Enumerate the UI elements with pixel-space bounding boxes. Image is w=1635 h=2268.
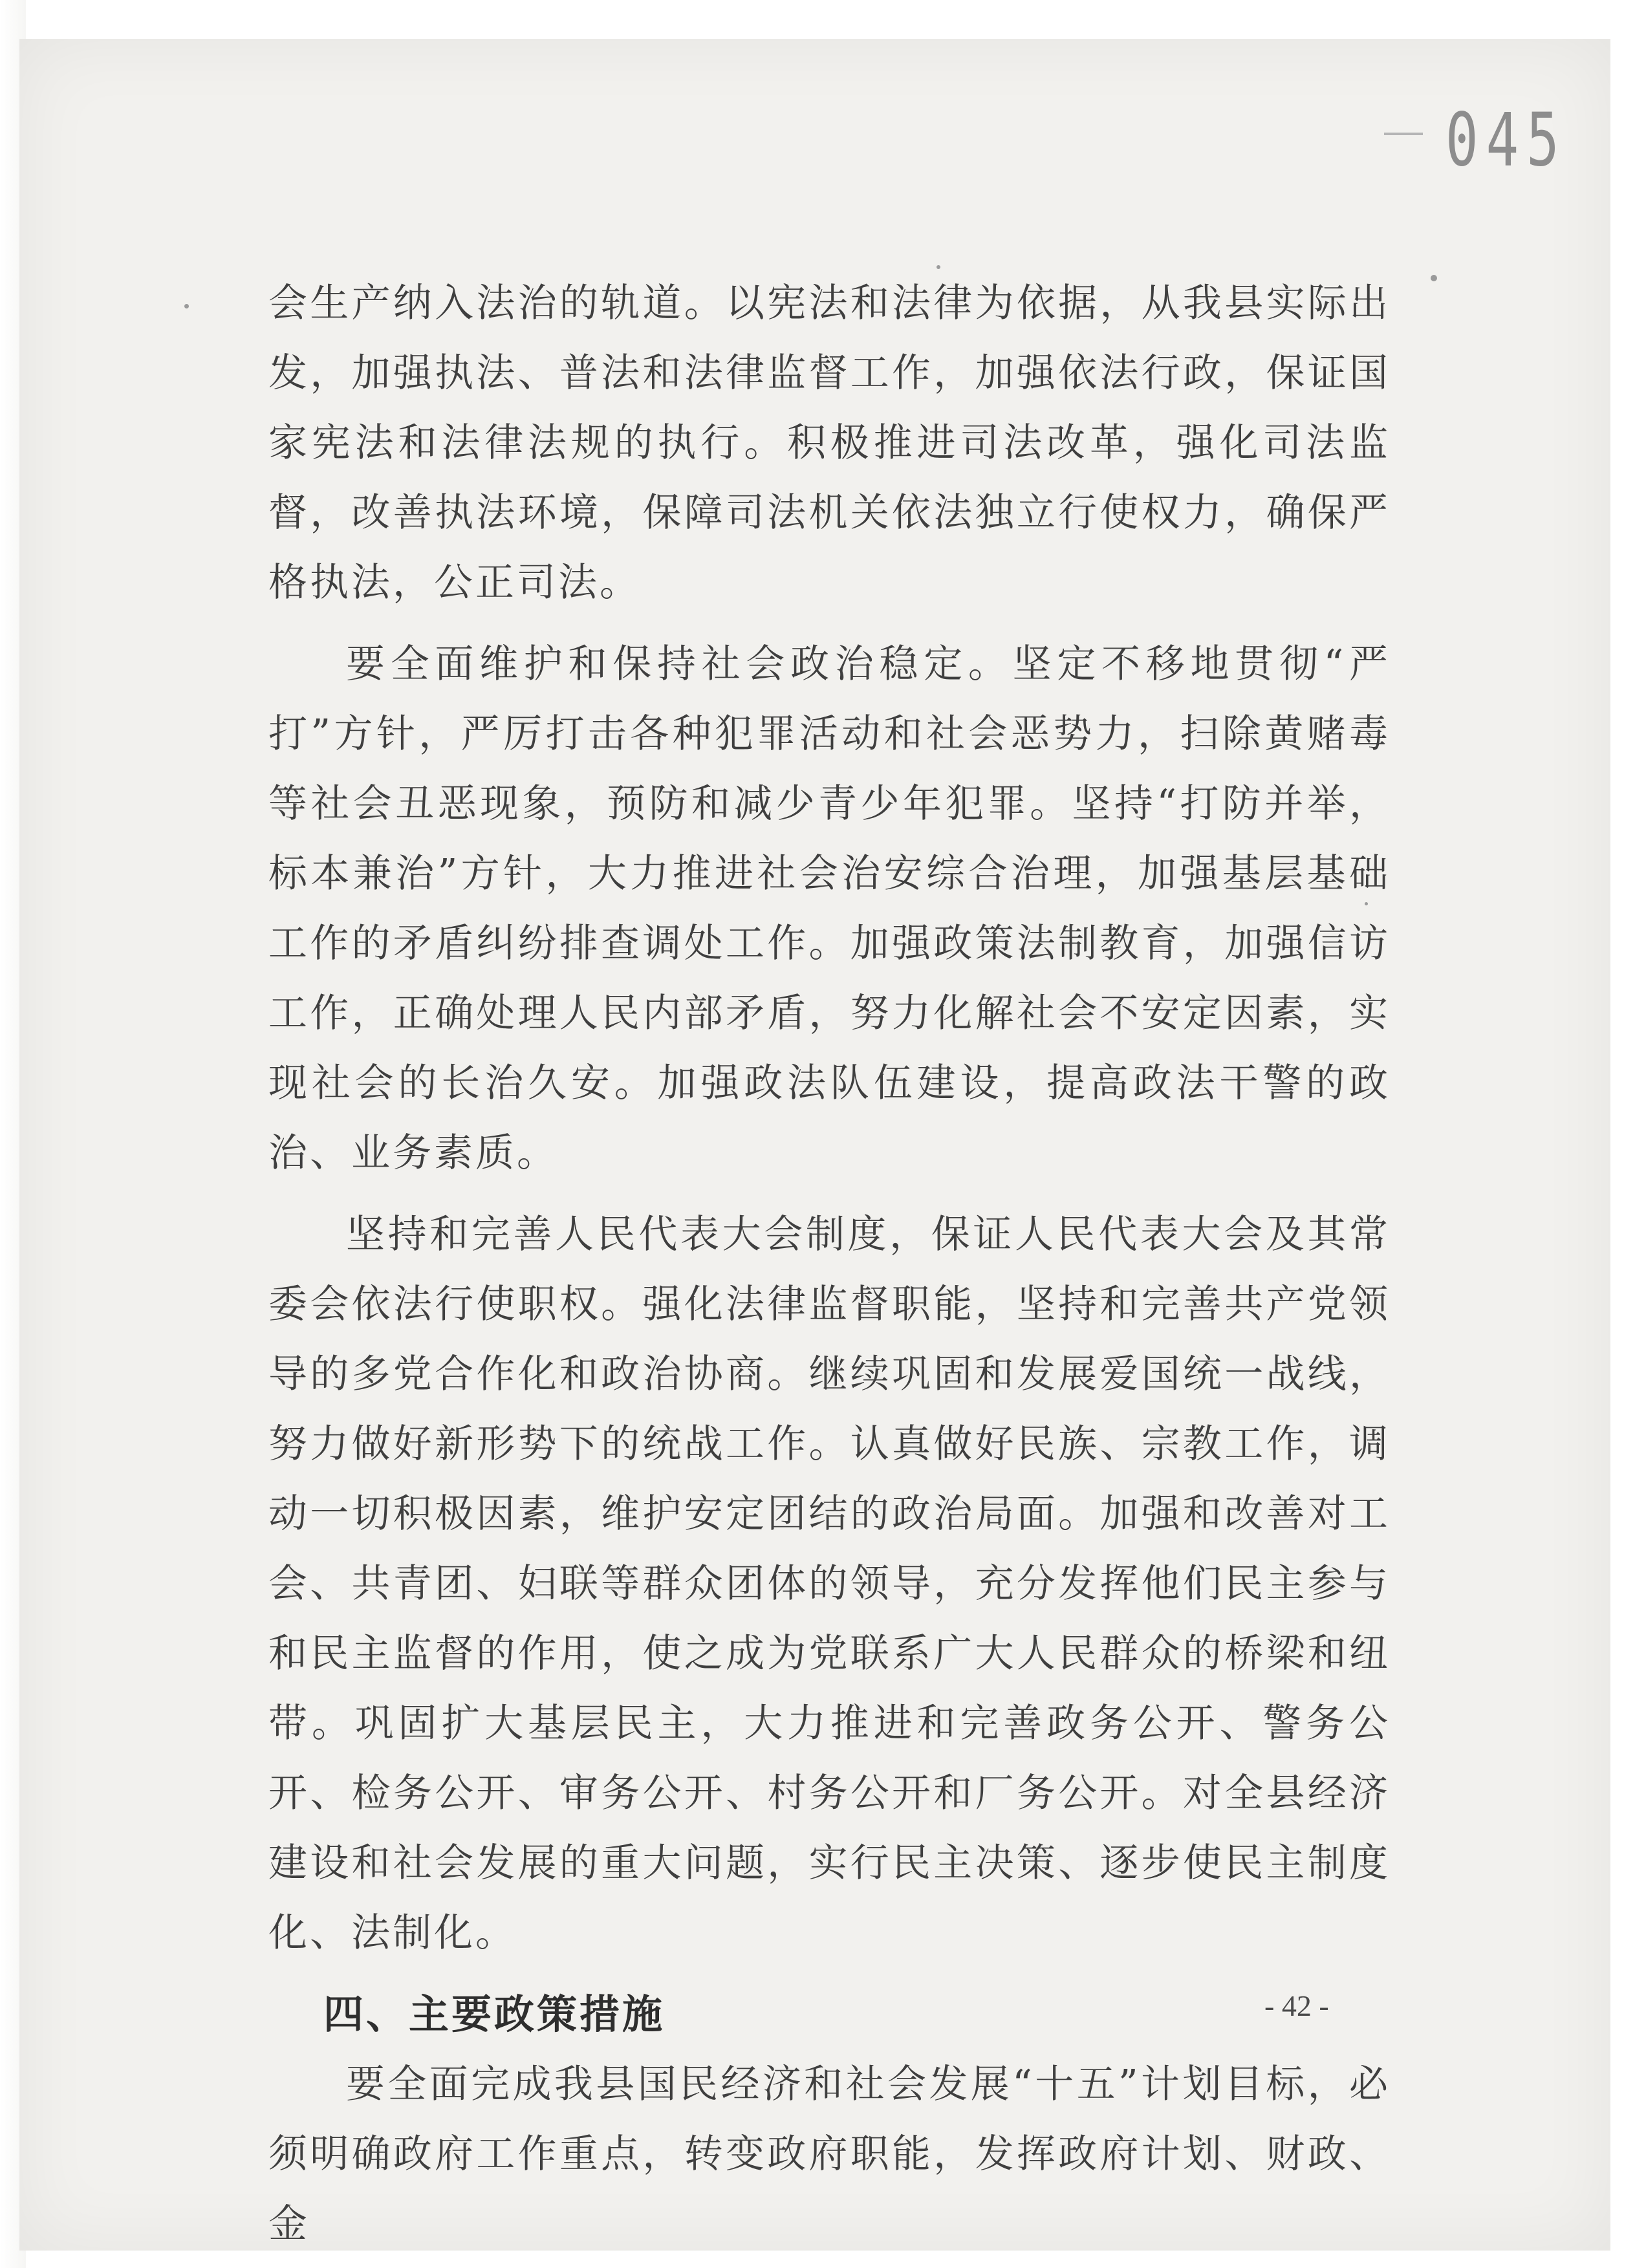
section-heading: 四、主要政策措施 — [323, 1991, 666, 2038]
scan-speck — [184, 304, 189, 308]
archive-stamp-number: 045 — [1446, 97, 1567, 183]
body-paragraph-1: 会生产纳入法治的轨道。以宪法和法律为依据，从我县实际出发，加强执法、普法和法律监督工作，加强依法行政，保证国家宪法和法律法规的执行。积极推进司法改革，强化司法监督，改善执法环境，保障司法机关依法独立行使权力，确保严格执法，公正司法。 — [268, 281, 1391, 605]
document-body — [268, 268, 1391, 2259]
stamp-mark — [1384, 133, 1423, 135]
scan-speck — [1431, 275, 1437, 281]
body-paragraph-3: 坚持和完善人民代表大会制度，保证人民代表大会及其常委会依法行使职权。强化法律监督职能，坚持和完善共产党领导的多党合作化和政治协商。继续巩固和发展爱国统一战线，努力做好新形势下的统战工作。认真做好民族、宗教工作，调动一切积极因素，维护安定团结的政治局面。加强和改善对工会、共青团、妇联等群众团体的领导，充分发挥他们民主参与和民主监督的作用，使之成为党联系广大人民群众的桥梁和纽带。巩固扩大基层民主，大力推进和完善政务公开、警务公开、检务公开、审务公开、村务公开和厂务公开。对全县经济建设和社会发展的重大问题，实行民主决策、逐步使民主制度化、法制化。 — [268, 1212, 1391, 1956]
body-paragraph-4: 要全面完成我县国民经济和社会发展“十五”计划目标，必须明确政府工作重点，转变政府职能，发挥政府计划、财政、金 — [268, 2062, 1391, 2247]
body-paragraph-2: 要全面维护和保持社会政治稳定。坚定不移地贯彻“严打”方针，严厉打击各种犯罪活动和社会恶势力，扫除黄赌毒等社会丑恶现象，预防和减少青少年犯罪。坚持“打防并举，标本兼治”方针，大力推进社会治安综合治理，加强基层基础工作的矛盾纠纷排查调处工作。加强政策法制教育，加强信访工作，正确处理人民内部矛盾，努力化解社会不安定因素，实现社会的长治久安。加强政法队伍建设，提高政法干警的政治、业务素质。 — [268, 642, 1391, 1176]
page-number: - 42 - — [1264, 1989, 1329, 2022]
